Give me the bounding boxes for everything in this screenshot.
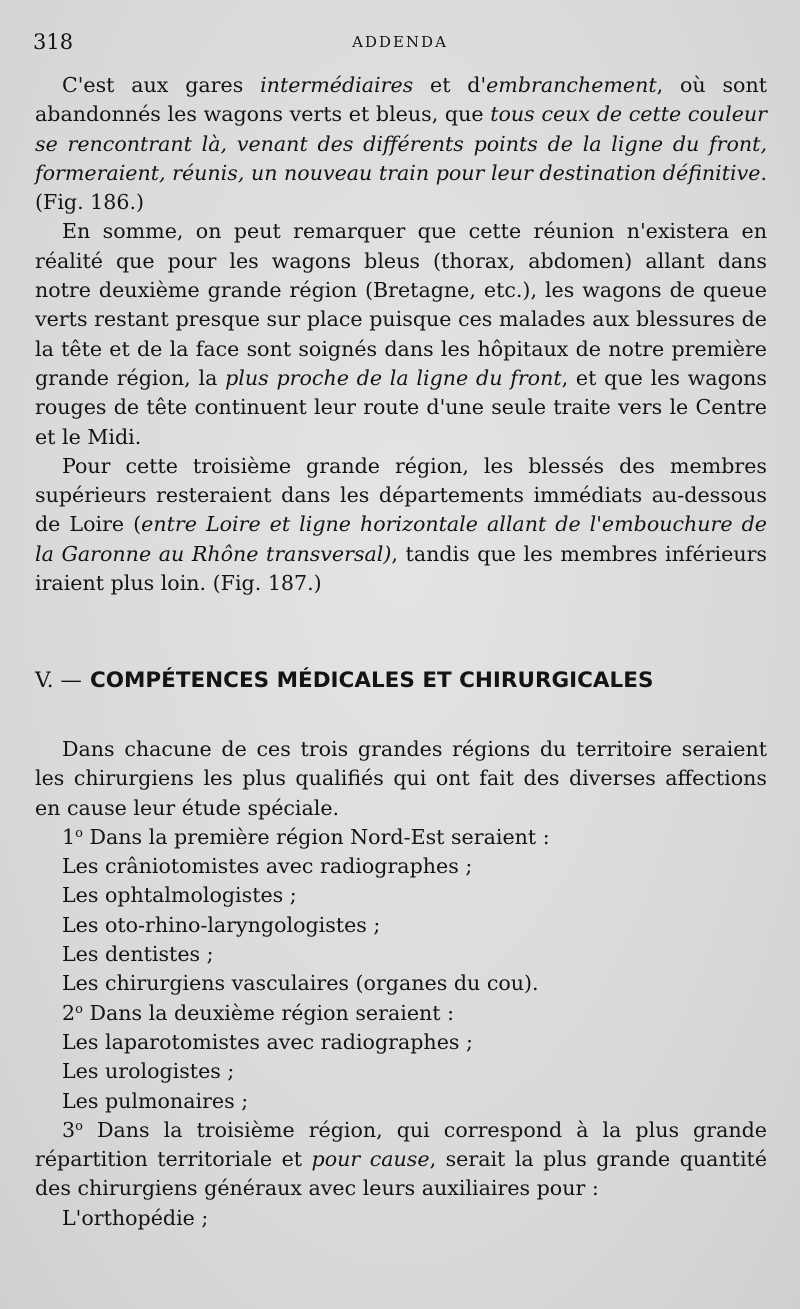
region-2-heading: [35, 999, 767, 1028]
list-item: Les crâniotomistes avec radiographes ;: [62, 854, 473, 879]
ordinal-number: 1: [62, 824, 76, 849]
text-span: Dans la première région Nord-Est seraient :: [82, 824, 550, 849]
text-span: et d': [413, 73, 487, 97]
ordinal-number: 2: [62, 1000, 76, 1025]
text-span: Pour cette troisième grande région, les blessés des membres supérieurs resteraient dans les départements immédiats au-dessous de Loire (: [35, 453, 767, 537]
list-item: Les oto-rhino-laryngologistes ;: [62, 912, 381, 937]
paragraph-intro: Dans chacune de ces trois grandes régions du territoire seraient les chirurgiens les plus qualifiés qui ont fait des diverses affections en cause leur étude spéciale.: [35, 737, 767, 820]
body-text-upper: [35, 71, 767, 598]
list-item: Les dentistes ;: [62, 942, 214, 967]
text-span: C'est aux gares: [62, 73, 261, 97]
section-number: V. —: [35, 668, 82, 693]
list-item: L'orthopédie ;: [62, 1205, 209, 1230]
region-1-heading: [35, 823, 767, 852]
text-span: , tandis que les membres inférieurs iraient plus loin. (Fig. 187.): [35, 541, 767, 596]
text-span: Dans la troisième région, qui correspond à la plus grande répartition territoriale et: [35, 1117, 767, 1172]
section-heading: [35, 668, 767, 693]
italic-span: intermédiaires: [260, 73, 414, 97]
list-item: Les laparotomistes avec radiographes ;: [62, 1029, 473, 1054]
body-text-lower: [35, 735, 767, 1233]
figure-reference: (Fig. 186.): [35, 190, 145, 215]
paragraph-en-somme: [35, 217, 767, 451]
running-header: [33, 30, 767, 60]
italic-span: pour cause: [311, 1147, 430, 1172]
ordinal-sup: o: [75, 1118, 83, 1134]
list-item: Les urologistes ;: [62, 1059, 235, 1084]
ordinal-sup: o: [75, 825, 83, 841]
italic-span: embranchement: [486, 73, 657, 97]
running-title: ADDENDA: [352, 33, 448, 51]
list-item: Les ophtalmologistes ;: [62, 883, 297, 908]
text-span: En somme, on peut remarquer que cette réunion n'existera en réalité que pour les wagons bleus (thorax, abdomen) allant dans notre deuxième grande région (Bretagne, etc.), les wagons de queue verts restant presque sur place puisque ces malades aux blessures de la tête et de la face sont soignés dans les hôpitaux de notre première grande région, la: [35, 219, 767, 390]
paragraph-gares: [35, 71, 767, 217]
italic-span: entre Loire et ligne horizontale allant de l'embouchure de la Garonne au Rhône transversal): [35, 512, 767, 566]
text-span: , et que les wagons rouges de tête continuent leur route d'une seule traite vers le Centre et le Midi.: [35, 365, 767, 449]
page-number: 318: [33, 30, 74, 54]
paragraph-troisieme-region: [35, 452, 767, 598]
region-3-heading: [35, 1116, 767, 1204]
list-item: Les pulmonaires ;: [62, 1088, 249, 1113]
ordinal-number: 3: [62, 1117, 76, 1142]
ordinal-sup: o: [75, 1001, 83, 1017]
italic-span: tous ceux de cette couleur se rencontrant là, venant des différents points de la ligne du front, formeraient, réunis, un nouveau train pour leur destination définitive.: [35, 102, 767, 185]
list-item: Les chirurgiens vasculaires (organes du cou).: [62, 971, 539, 996]
text-span: , où sont abandonnés les wagons verts et bleus, que: [35, 73, 767, 127]
text-span: Dans la deuxième région seraient :: [82, 1000, 455, 1025]
italic-span: plus proche de la ligne du front: [225, 365, 562, 390]
section-title: COMPÉTENCES MÉDICALES ET CHIRURGICALES: [89, 668, 654, 693]
text-span: , serait la plus grande quantité des chirurgiens généraux avec leurs auxiliaires pour :: [35, 1147, 767, 1201]
